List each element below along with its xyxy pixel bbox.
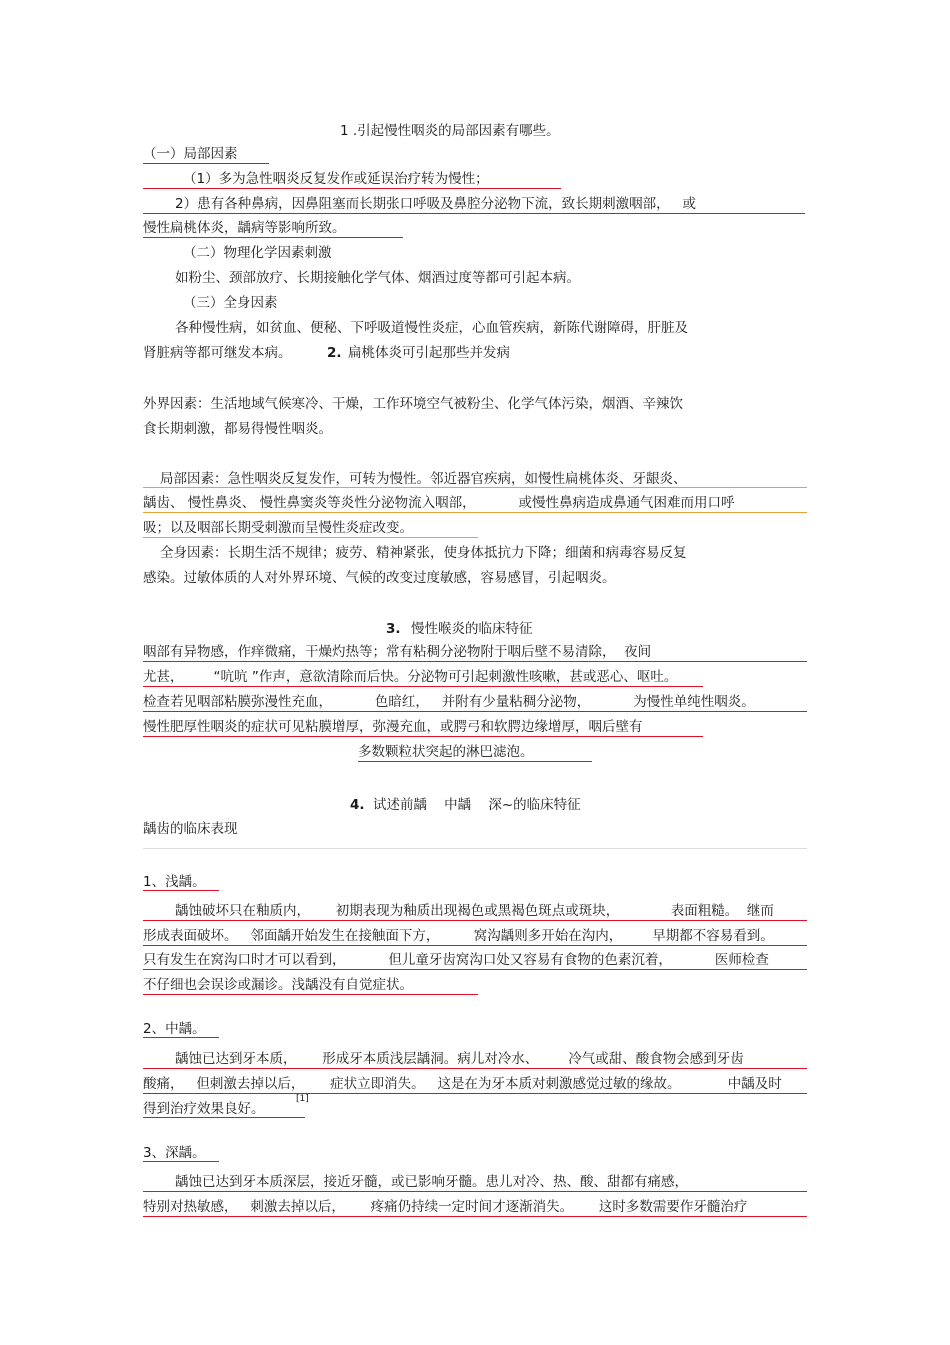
p2-line-3: 得到治疗效果良好。 [143,1101,265,1117]
s1-line-2: （1）多为急性咽炎反复发作或延误治疗转为慢性； [183,171,489,187]
underline [143,213,805,214]
heading-deep-caries: 3、深龋。 [143,1145,206,1161]
p3-line-2: 特别对热敏感， 刺激去掉以后， 疼痛仍持续一定时间才逐渐消失。 这时多数需要作牙髓治疗 [143,1199,748,1215]
s3-line-2: 尤甚， “吭吭 ”作声，意欲清除而后快。分泌物可引起刺激性咳嗽，甚或恶心、呕吐。 [143,669,678,685]
s3-line-4: 慢性肥厚性咽炎的症状可见粘膜增厚，弥漫充血，或腭弓和软腭边缘增厚，咽后壁有 [143,719,643,735]
underline [143,711,807,712]
s2-line-4: 龋齿、 慢性鼻炎、 慢性鼻窦炎等炎性分泌物流入咽部， 或慢性鼻病造成鼻通气困难而用口呼 [143,495,735,511]
s2-line-3: 局部因素：急性咽炎反复发作，可转为慢性。邻近器官疾病，如慢性扁桃体炎、牙龈炎、 [160,471,687,487]
underline [143,969,807,970]
p3-line-1: 龋蚀已达到牙本质深层，接近牙髓，或已影响牙髓。患儿对冷、热、酸、甜都有痛感， [175,1174,688,1190]
s1-line-8: 各种慢性病，如贫血、便秘、下呼吸道慢性炎症，心血管疾病，新陈代谢障碍，肝脏及 [175,320,688,336]
s2-line-6: 全身因素：长期生活不规律；疲劳、精神紧张，使身体抵抗力下降；细菌和病毒容易反复 [160,545,687,561]
s2-line-5: 吸；以及咽部长期受刺激而呈慢性炎症改变。 [143,520,413,536]
underline [143,945,807,946]
underline [143,686,703,687]
s1-line-5: （二）物理化学因素刺激 [183,245,332,261]
s1-line-7: （三）全身因素 [183,295,278,311]
underline [143,890,219,891]
underline [143,920,807,921]
section-4-subtitle: 龋齿的临床表现 [143,821,238,837]
s2-line-7: 感染。过敏体质的人对外界环境、气候的改变过度敏感，容易感冒，引起咽炎。 [143,570,616,586]
underline [143,1161,219,1162]
s1-line-6: 如粉尘、颈部放疗、长期接触化学气体、烟酒过度等都可引起本病。 [175,270,580,286]
heading-medium-caries: 2、中龋。 [143,1021,206,1037]
underline [358,761,592,762]
reference-marker[interactable]: [1] [296,1094,309,1104]
underline [143,1191,807,1192]
underline [143,487,807,488]
underline [143,1068,807,1069]
underline [143,736,703,737]
underline [143,163,269,164]
section-3-number: 3. [386,621,401,637]
underline [143,994,478,995]
underline [143,237,403,238]
s2-line-1: 外界因素：生活地域气候寒冷、干燥，工作环境空气被粉尘、化学气体污染，烟酒、辛辣饮 [143,396,683,412]
p2-line-1: 龋蚀已达到牙本质， 形成牙本质浅层龋洞。病儿对冷水、 冷气或甜、酸食物会感到牙齿 [175,1051,744,1067]
heading-shallow-caries: 1、浅龋。 [143,874,206,890]
s1-line-9c: 扁桃体炎可引起那些并发病 [348,345,510,361]
s3-line-1: 咽部有异物感，作痒微痛，干燥灼热等；常有粘稠分泌物附于咽后壁不易清除， 夜间 [143,644,652,660]
underline [143,512,807,513]
s1-line-9-number: 2. [327,345,342,361]
underline [143,1117,305,1118]
divider [143,848,807,849]
s2-line-2: 食长期刺激，都易得慢性咽炎。 [143,421,332,437]
s1-line-9a: 肾脏病等都可继发本病。 [143,345,292,361]
underline [143,1037,219,1038]
section-4-number: 4. [350,797,365,813]
s3-line-3: 检查若见咽部粘膜弥漫性充血， 色暗红， 并附有少量粘稠分泌物， 为慢性单纯性咽炎。 [143,694,755,710]
section-3-title: 慢性喉炎的临床特征 [411,621,533,637]
s1-line-4: 慢性扁桃体炎，龋病等影响所致。 [143,220,346,236]
underline [143,661,807,662]
s1-line-1: （一）局部因素 [143,146,238,162]
p1-line-4: 不仔细也会误诊或漏诊。浅龋没有自觉症状。 [143,977,413,993]
underline [143,537,478,538]
p2-line-2: 酸痛， 但刺激去掉以后， 症状立即消失。 这是在为牙本质对刺激感觉过敏的缘故。 中龋及时 [143,1076,782,1092]
section-1-title: 1 .引起慢性咽炎的局部因素有哪些。 [340,123,560,139]
s3-line-5: 多数颗粒状突起的淋巴滤泡。 [358,744,534,760]
p1-line-3: 只有发生在窝沟口时才可以看到， 但儿童牙齿窝沟口处又容易有食物的色素沉着， 医师检查 [143,952,769,968]
p1-line-2: 形成表面破坏。 邻面龋开始发生在接触面下方， 窝沟龋则多开始在沟内， 早期都不容易看到。 [143,928,774,944]
section-4-title: 试述前龋 中龋 深~的临床特征 [373,797,581,813]
underline [143,1093,807,1094]
s1-line-3: 2）患有各种鼻病，因鼻阻塞而长期张口呼吸及鼻腔分泌物下流，致长期刺激咽部， 或 [175,196,696,212]
p1-line-1: 龋蚀破坏只在釉质内， 初期表现为釉质出现褐色或黑褐色斑点或斑块， 表面粗糙。 继而 [175,903,774,919]
underline [143,1216,807,1217]
underline [143,188,561,189]
